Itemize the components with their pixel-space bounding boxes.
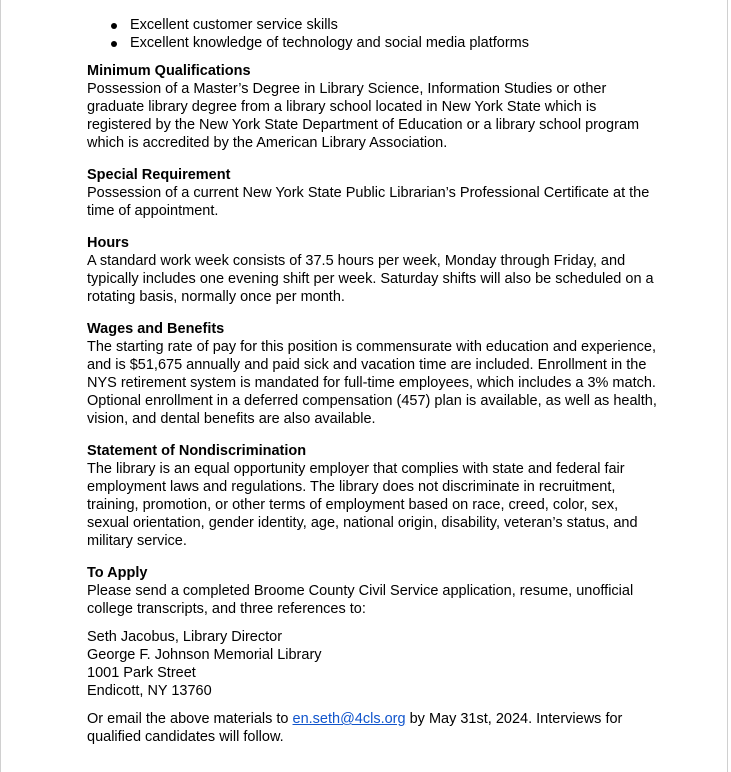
- section-special-requirement: [87, 166, 662, 220]
- address-line: Endicott, NY 13760: [87, 683, 212, 699]
- section-heading: Wages and Benefits: [87, 321, 225, 337]
- bullet-item: [87, 34, 662, 52]
- bullet-item: [87, 16, 662, 34]
- section-to-apply: [87, 564, 662, 746]
- document-body: [87, 16, 662, 746]
- section-body: A standard work week consists of 37.5 hours per week, Monday through Friday, and typically includes one evening shift per week. Saturday shifts will also be scheduled on a rotating basis, normally once per month.: [87, 253, 654, 305]
- section-body: The starting rate of pay for this position is commensurate with education and experience, and is $51,675 annually and paid sick and vacation time are included. Enrollment in the NYS retirement system is mandated for full-time employees, which includes a 3% match. Optional enrollment in a deferred compensation (457) plan is available, as well as health, vision, and dental benefits are also available.: [87, 339, 657, 427]
- mailing-address: [87, 628, 662, 700]
- bullet-text: Excellent knowledge of technology and social media platforms: [130, 35, 529, 51]
- section-heading: Special Requirement: [87, 167, 231, 183]
- email-link[interactable]: en.seth@4cls.org: [292, 711, 406, 727]
- page-edge-left: [0, 0, 1, 772]
- page-edge-right: [727, 0, 728, 772]
- email-instruction: [87, 710, 662, 746]
- section-body: Possession of a Master’s Degree in Library Science, Information Studies or other graduate library degree from a library school located in New York State which is registered by the New York State Department of Education or a library school program which is accredited by the American Library Association.: [87, 81, 640, 151]
- section-hours: [87, 234, 662, 306]
- bullet-icon: [111, 41, 117, 47]
- section-wages-and-benefits: [87, 320, 662, 428]
- section-heading: Minimum Qualifications: [87, 63, 251, 79]
- email-prefix: Or email the above materials to: [87, 711, 293, 727]
- qualification-bullet-list: [87, 16, 662, 52]
- address-line: Seth Jacobus, Library Director: [87, 629, 283, 645]
- section-heading: Statement of Nondiscrimination: [87, 443, 307, 459]
- address-line: George F. Johnson Memorial Library: [87, 647, 322, 663]
- address-line: 1001 Park Street: [87, 665, 196, 681]
- section-body: The library is an equal opportunity employer that complies with state and federal fair employment laws and regulations. The library does not discriminate in recruitment, training, promotion, or other terms of employment based on race, creed, color, sex, sexual orientation, gender identity, age, national origin, disability, veteran’s status, and military service.: [87, 461, 638, 549]
- section-heading: To Apply: [87, 565, 148, 581]
- bullet-icon: [111, 23, 117, 29]
- bullet-text: Excellent customer service skills: [130, 17, 338, 33]
- section-nondiscrimination: [87, 442, 662, 550]
- email-suffix: by May 31st, 2024. Interviews for qualified candidates will follow.: [87, 711, 623, 745]
- section-body: Please send a completed Broome County Civil Service application, resume, unofficial college transcripts, and three references to:: [87, 583, 634, 617]
- section-minimum-qualifications: [87, 62, 662, 152]
- section-heading: Hours: [87, 235, 129, 251]
- section-body: Possession of a current New York State Public Librarian’s Professional Certificate at the time of appointment.: [87, 185, 650, 219]
